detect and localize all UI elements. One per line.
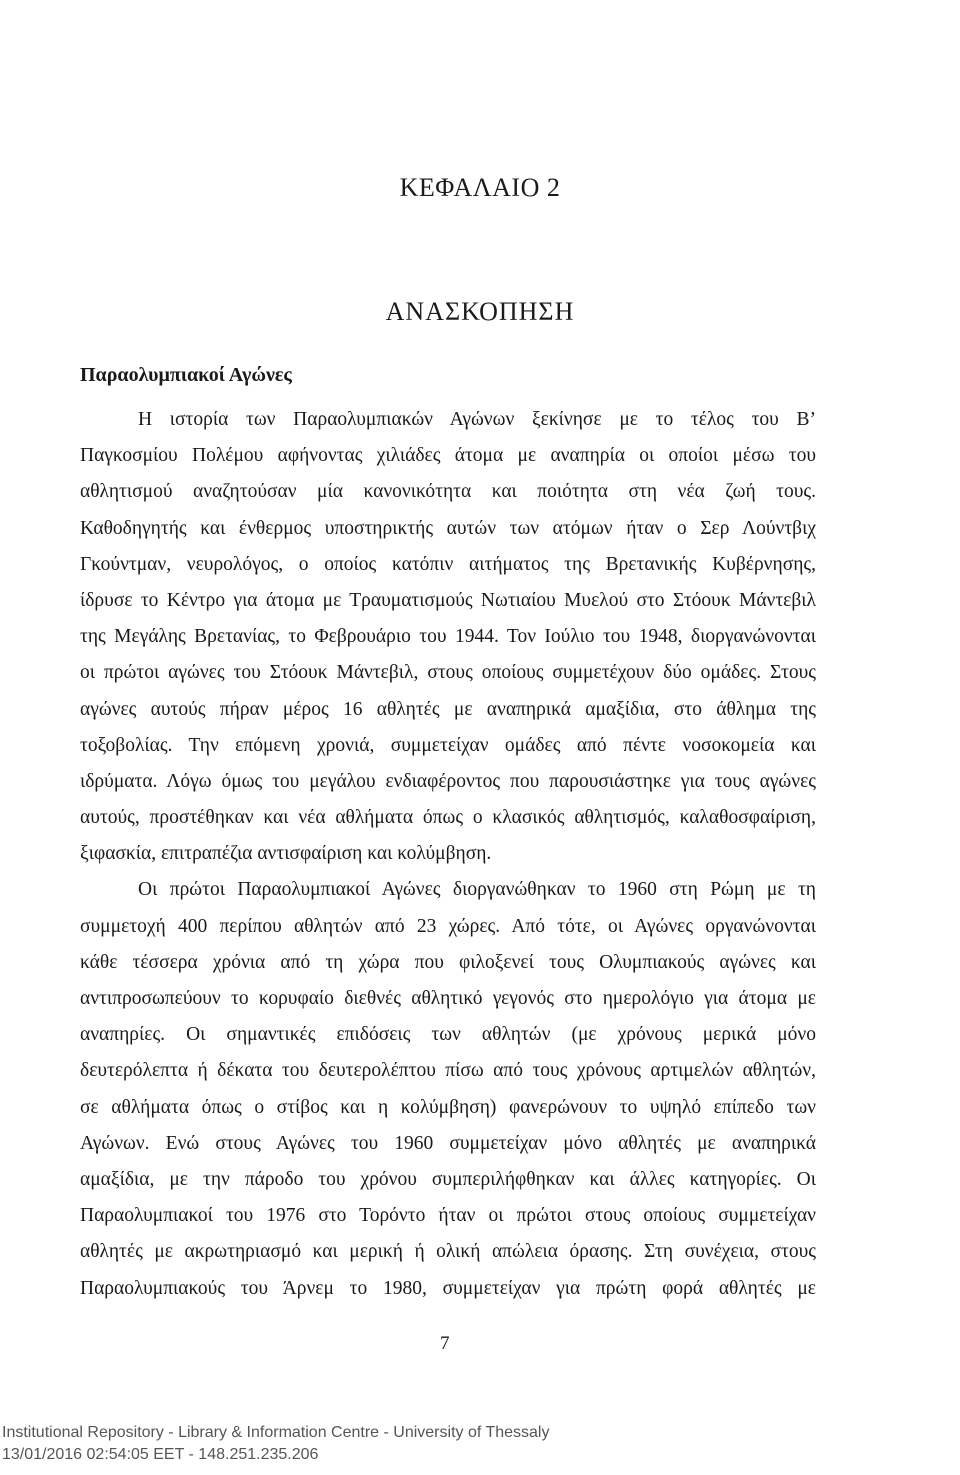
body-line: αντιπροσωπεύουν το κορυφαίο διεθνές αθλητικό γεγονός στο ημερολόγιο για άτομα με	[80, 988, 816, 1009]
body-line: ιδρύματα. Λόγω όμως του μεγάλου ενδιαφέροντος που παρουσιάστηκε για τους αγώνες	[80, 770, 816, 792]
footer	[2, 1422, 549, 1466]
body-line: Παγκοσμίου Πολέμου αφήνοντας χιλιάδες άτομα με αναπηρία οι οποίοι μέσω του	[80, 445, 816, 467]
body-line: σε αθλήματα όπως ο στίβος και η κολύμβηση) φανερώνουν το υψηλό επίπεδο των	[80, 1096, 816, 1118]
body-line: κάθε τέσσερα χρόνια από τη χώρα που φιλοξενεί τους Ολυμπιακούς αγώνες και	[80, 951, 816, 973]
footer-timestamp: 13/01/2016 02:54:05 EET - 148.251.235.206	[2, 1446, 319, 1463]
body-line: Παραολυμπιακούς του Άρνεμ το 1980, συμμετείχαν για πρώτη φορά αθλητές με	[80, 1277, 816, 1299]
body-line: αναπηρίες. Οι σημαντικές επιδόσεις των αθλητών (με χρόνους μερικά μόνο	[80, 1024, 816, 1046]
body-line: ξιφασκία, επιτραπέζια αντισφαίριση και κολύμβηση.	[80, 843, 492, 865]
body-line: δευτερόλεπτα ή δέκατα του δευτερολέπτου πίσω από τους χρόνους αρτιμελών αθλητών,	[80, 1060, 816, 1082]
body-line: αθλητισμού αναζητούσαν μία κανονικότητα και ποιότητα στη νέα ζωή τους.	[80, 481, 816, 503]
body-line: συμμετοχή 400 περίπου αθλητών από 23 χώρες. Από τότε, οι Αγώνες οργανώνονται	[80, 915, 816, 937]
body-line: Αγώνων. Ενώ στους Αγώνες του 1960 συμμετείχαν μόνο αθλητές με αναπηρικά	[80, 1132, 816, 1154]
section-title: ΑΝΑΣΚΟΠΗΣΗ	[385, 297, 575, 326]
chapter-heading: ΚΕΦΑΛΑΙΟ 2	[399, 173, 561, 202]
footer-repository: Institutional Repository - Library & Information Centre - University of Thessaly	[2, 1424, 550, 1441]
body-line: Γκούντμαν, νευρολόγος, ο οποίος κατόπιν αιτήματος της Βρετανικής Κυβέρνησης,	[80, 553, 816, 575]
body-line: αθλητές με ακρωτηριασμό και μερική ή ολική απώλεια όρασης. Στη συνέχεια, στους	[80, 1241, 816, 1263]
body-line: Παραολυμπιακοί του 1976 στο Τορόντο ήταν οι πρώτοι στους οποίους συμμετείχαν	[80, 1205, 816, 1227]
body-line: αγώνες αυτούς πήραν μέρος 16 αθλητές με αναπηρικά αμαξίδια, στο άθλημα της	[80, 698, 816, 720]
body-line: Οι πρώτοι Παραολυμπιακοί Αγώνες διοργανώθηκαν το 1960 στη Ρώμη με τη	[138, 879, 816, 901]
body-line: οι πρώτοι αγώνες του Στόουκ Μάντεβιλ, στους οποίους συμμετέχουν δύο ομάδες. Στους	[80, 662, 816, 684]
body-line: τοξοβολίας. Την επόμενη χρονιά, συμμετείχαν ομάδες από πέντε νοσοκομεία και	[80, 734, 816, 756]
body-text	[80, 402, 816, 1307]
body-line: Καθοδηγητής και ένθερμος υποστηρικτής αυτών των ατόμων ήταν ο Σερ Λούντβιχ	[80, 517, 816, 539]
body-line: αυτούς, προστέθηκαν και νέα αθλήματα όπως ο κλασικός αθλητισμός, καλαθοσφαίριση,	[80, 807, 816, 829]
body-line: ίδρυσε το Κέντρο για άτομα με Τραυματισμούς Νωτιαίου Μυελού στο Στόουκ Μάντεβιλ	[80, 589, 816, 611]
subheading: Παραολυμπιακοί Αγώνες	[80, 364, 292, 386]
page-number: 7	[440, 1333, 450, 1354]
body-line: Η ιστορία των Παραολυμπιακών Αγώνων ξεκίνησε με το τέλος του Β’	[138, 409, 816, 430]
body-line: αμαξίδια, με την πάροδο του χρόνου συμπεριλήφθηκαν και άλλες κατηγορίες. Οι	[80, 1168, 816, 1190]
body-line: της Μεγάλης Βρετανίας, το Φεβρουάριο του 1944. Τον Ιούλιο του 1948, διοργανώνονται	[80, 626, 816, 648]
